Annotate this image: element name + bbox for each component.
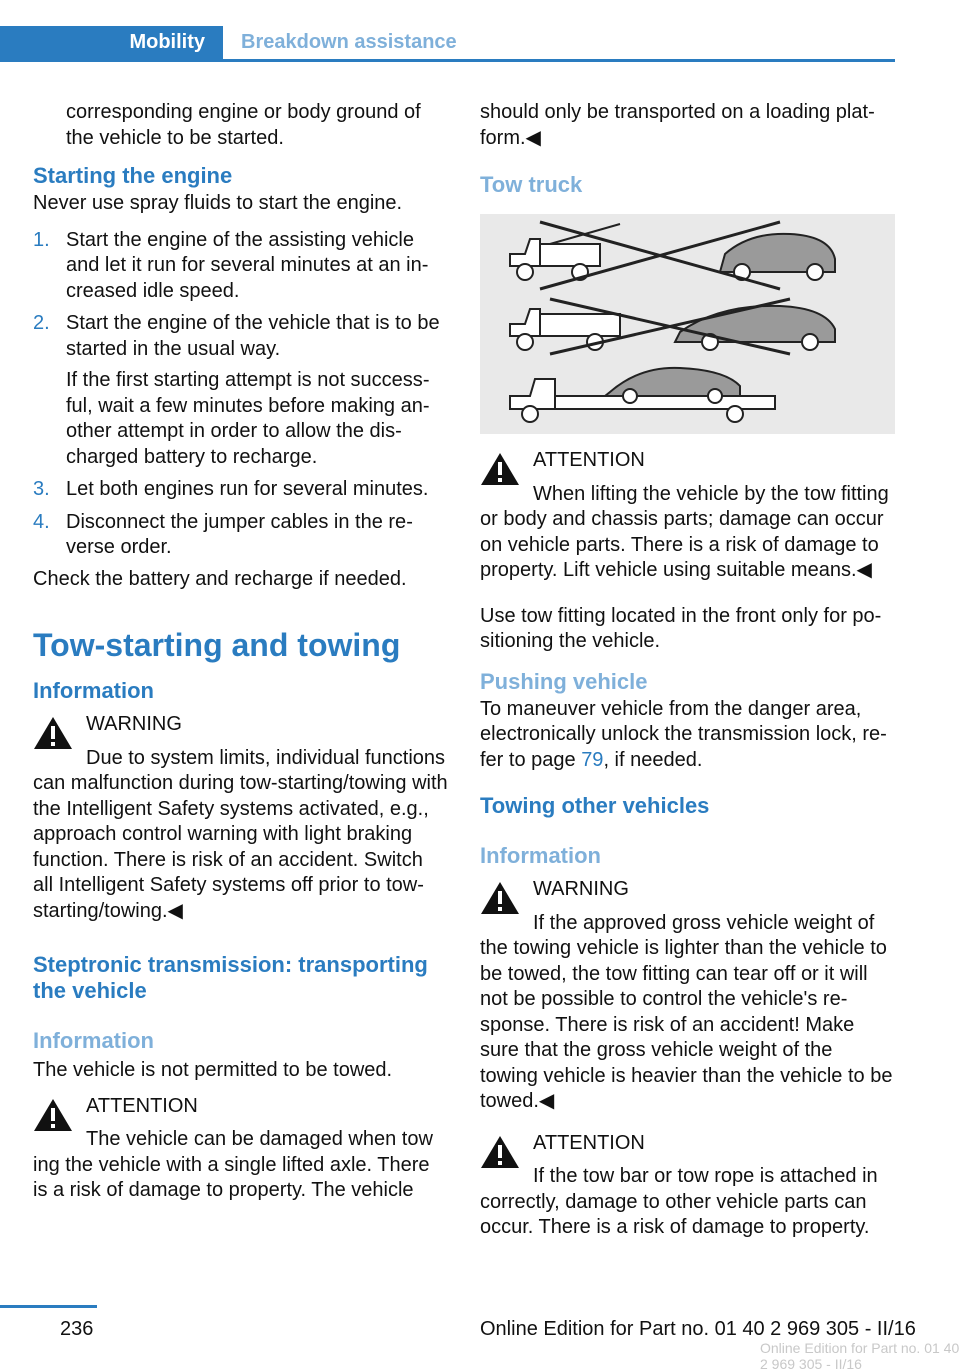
- tow-truck-illustration: [480, 214, 895, 434]
- step-number: 2.: [33, 312, 50, 334]
- warning-notice: [480, 877, 895, 1115]
- warning-text: can malfunction during tow-starting/towing with the Intelligent Safety systems activated, e.g., approach control warning with light braking function. There is risk of an accident. Switch all Intelligent Safety systems off prior to tow-starting/towing.◀: [33, 772, 448, 922]
- towing-other-heading: Towing other vehicles: [480, 793, 710, 818]
- warning-first-line: Due to system limits, individual functions: [86, 746, 446, 769]
- warning-icon: [33, 716, 73, 750]
- attention-first-line: The vehicle can be damaged when tow: [86, 1128, 433, 1150]
- subsection-tab[interactable]: Breakdown assistance: [241, 31, 457, 53]
- section-tab[interactable]: Mobility: [0, 26, 223, 59]
- list-item: [33, 477, 448, 503]
- attention-notice: [33, 1094, 448, 1204]
- header-rule: [0, 59, 895, 62]
- attention-text: correctly, damage to other vehicle parts can occur. There is a risk of damage to property.: [480, 1190, 870, 1238]
- list-item: [33, 228, 448, 305]
- steptronic-heading: Steptronic transmission: transporting the vehicle: [33, 952, 428, 1003]
- right-column: [480, 100, 895, 1241]
- attention-text: or body and chassis parts; damage can occur on vehicle parts. There is a risk of damage to property. Lift vehicle using suitable means.◀: [480, 508, 884, 581]
- warning-icon: [480, 452, 520, 486]
- warning-text: the towing vehicle is lighter than the vehicle to be towed, the tow fitting can tear off or it will not be possible to control the vehicle's response. There is risk of an accident! Make sure that the gross vehicle weight of the towing vehicle is heavier than the vehicle to be towed.◀: [480, 937, 893, 1112]
- attention-notice: [480, 448, 895, 584]
- page-number: 236: [60, 1318, 94, 1340]
- pushing-heading: Pushing vehicle: [480, 668, 648, 694]
- information-subheading: Information: [480, 843, 601, 868]
- attention-label: ATTENTION: [86, 1094, 198, 1117]
- watermark: Online Edition for Part no. 01 40 2 969 305 - II/16: [760, 1340, 960, 1372]
- not-permitted-text: The vehicle is not permitted to be towed.: [33, 1059, 393, 1081]
- information-heading: Information: [33, 678, 154, 703]
- step-text: Start the engine of the assisting vehicle and let it run for several minutes at an increased idle speed.: [66, 228, 429, 302]
- pushing-text-pre: To maneuver vehicle from the danger area, electronically unlock the transmission lock, refer to page: [480, 697, 887, 771]
- continued-text: should only be transported on a loading platform.◀: [480, 101, 875, 149]
- step-number: 1.: [33, 228, 50, 251]
- attention-first-line: If the tow bar or tow rope is attached in: [533, 1165, 878, 1187]
- list-item: [33, 510, 448, 561]
- attention-label: ATTENTION: [533, 449, 645, 471]
- pushing-text-post: , if needed.: [603, 748, 703, 771]
- page-link[interactable]: 79: [581, 748, 604, 771]
- list-item: [33, 311, 448, 470]
- step-number: 4.: [33, 510, 50, 533]
- attention-first-line: When lifting the vehicle by the tow fitting: [533, 482, 889, 505]
- warning-icon: [480, 1135, 520, 1169]
- edition-footer: Online Edition for Part no. 01 40 2 969 305 - II/16: [480, 1318, 916, 1340]
- warning-first-line: If the approved gross vehicle weight of: [533, 911, 875, 934]
- warning-icon: [33, 1098, 73, 1132]
- starting-engine-heading: Starting the engine: [33, 163, 233, 188]
- header-tabbar: [0, 26, 895, 62]
- step-number: 3.: [33, 478, 50, 500]
- warning-label: WARNING: [533, 878, 629, 900]
- starting-intro: Never use spray fluids to start the engine.: [33, 192, 403, 214]
- step-text: Disconnect the jumper cables in the reverse order.: [66, 510, 413, 558]
- step-note: If the first starting attempt is not successful, wait a few minutes before making another attempt in order to allow the discharged battery to recharge.: [66, 369, 430, 468]
- page-number-rule: [0, 1305, 97, 1308]
- information-subheading: Information: [33, 1028, 154, 1053]
- tow-truck-heading: Tow truck: [480, 172, 583, 197]
- warning-label: WARNING: [86, 713, 182, 735]
- step-text: Let both engines run for several minutes.: [66, 478, 429, 500]
- tow-truck-diagram: [480, 214, 895, 434]
- attention-text: ing the vehicle with a single lifted axle. There is a risk of damage to property. The vehicle: [33, 1153, 430, 1201]
- tow-starting-heading: Tow-starting and towing: [33, 627, 401, 663]
- attention-label: ATTENTION: [533, 1131, 645, 1154]
- left-column: [33, 100, 448, 1204]
- warning-icon: [480, 881, 520, 915]
- check-battery-text: Check the battery and recharge if needed.: [33, 567, 407, 590]
- steps-list: [33, 228, 448, 561]
- step-text: Start the engine of the vehicle that is to be started in the usual way.: [66, 312, 440, 360]
- tow-fitting-text: Use tow fitting located in the front only for positioning the vehicle.: [480, 604, 882, 652]
- continued-text: corresponding engine or body ground of the vehicle to be started.: [66, 101, 421, 149]
- pushing-text: [480, 697, 895, 774]
- attention-notice: [480, 1131, 895, 1241]
- warning-notice: [33, 712, 448, 924]
